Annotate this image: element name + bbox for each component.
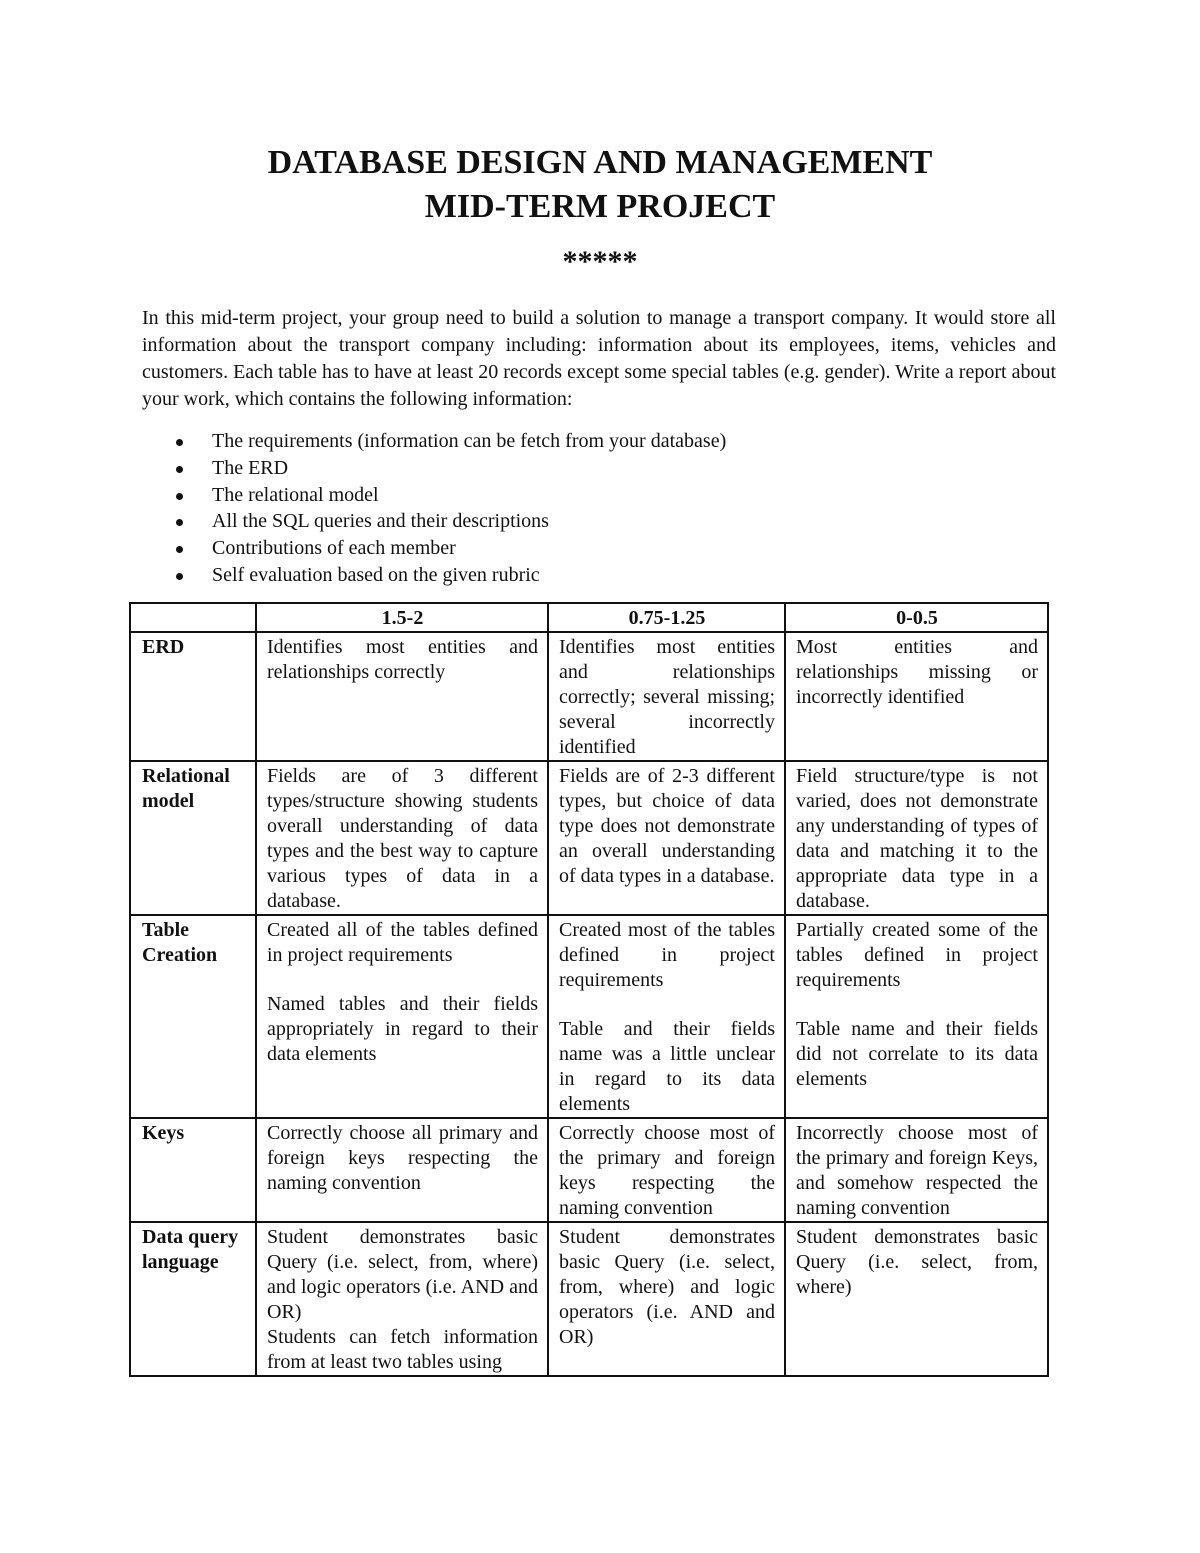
rubric-table (129, 602, 1049, 1377)
score-cell (256, 915, 548, 1118)
intro-paragraph: In this mid-term project, your group need to build a solution to manage a transport company. It would store all information about the transport company including: information about its employees, items, vehicles and customers. Each table has to have at least 20 records except some special tables (e.g. gender). Write a report about your work, which contains the following information: (142, 307, 1056, 410)
bullet-icon (176, 546, 183, 553)
score-cell (548, 1118, 785, 1222)
list-item-text: The relational model (212, 483, 379, 506)
cell-text: Identifies most entities and relationships correctly; several missing; several incorrectly identified (559, 636, 775, 758)
cell-text: Named tables and their fields appropriately in regard to their data elements (267, 993, 538, 1065)
bullet-icon (176, 466, 183, 473)
list-item-text: All the SQL queries and their descriptions (212, 510, 549, 533)
cell-text: Table and their fields name was a little unclear in regard to its data elements (559, 1018, 775, 1115)
score-cell (785, 632, 1048, 761)
cell-text: Field structure/type is not varied, does not demonstrate any understanding of types of data and matching it to the appropriate data type in a database. (796, 765, 1038, 912)
score-cell (256, 761, 548, 915)
score-cell (548, 761, 785, 915)
score-cell (256, 1118, 548, 1222)
separator-stars: ***** (562, 245, 638, 278)
table-header-row (130, 603, 1048, 632)
list-item-text: Contributions of each member (212, 537, 456, 560)
score-cell (785, 761, 1048, 915)
score-cell (548, 915, 785, 1118)
list-item (142, 562, 1042, 589)
list-item-text: The ERD (212, 456, 289, 479)
table-row (130, 761, 1048, 915)
table-row (130, 915, 1048, 1118)
criterion-cell: Table Creation (130, 915, 256, 1118)
table-row (130, 1222, 1048, 1376)
table-row (130, 1118, 1048, 1222)
bullet-icon (176, 439, 183, 446)
list-item (142, 482, 1042, 509)
list-item-text: The requirements (information can be fetch from your database) (212, 430, 727, 452)
score-cell (256, 1222, 548, 1376)
criterion-cell: Keys (130, 1118, 256, 1222)
bullet-icon (176, 519, 183, 526)
cell-text: Partially created some of the tables defined in project requirements (796, 919, 1038, 991)
score-cell (256, 632, 548, 761)
list-item-text: Self evaluation based on the given rubric (212, 563, 540, 586)
bullet-icon (176, 493, 183, 500)
cell-text: Students can fetch information from at least two tables using (267, 1326, 538, 1373)
score-cell (548, 1222, 785, 1376)
list-item (142, 428, 1042, 455)
cell-text: Correctly choose all primary and foreign keys respecting the naming convention (267, 1122, 538, 1194)
bullet-icon (176, 573, 183, 580)
cell-text: Fields are of 2-3 different types, but choice of data type does not demonstrate an overall understanding of data types in a database. (559, 765, 775, 887)
document-title: DATABASE DESIGN AND MANAGEMENT (267, 144, 933, 181)
list-item (142, 535, 1042, 562)
cell-text: Incorrectly choose most of the primary and foreign Keys, and somehow respected the naming convention (796, 1122, 1038, 1219)
score-cell (785, 915, 1048, 1118)
cell-text: Correctly choose most of the primary and foreign keys respecting the naming convention (559, 1122, 775, 1219)
score-cell (548, 632, 785, 761)
criterion-cell: Data query language (130, 1222, 256, 1376)
score-cell (785, 1222, 1048, 1376)
report-contents-list (142, 428, 1042, 589)
cell-text: Created most of the tables defined in project requirements (559, 919, 775, 991)
header-cell-score-low: 0-0.5 (785, 603, 1048, 632)
cell-text: Student demonstrates basic Query (i.e. select, from, where) (796, 1226, 1038, 1298)
document-subtitle: MID-TERM PROJECT (424, 188, 776, 225)
table-row (130, 632, 1048, 761)
cell-text: Fields are of 3 different types/structure showing students overall understanding of data types and the best way to capture various types of data in a database. (267, 765, 538, 912)
list-item (142, 508, 1042, 535)
list-item (142, 455, 1042, 482)
criterion-cell: Relational model (130, 761, 256, 915)
score-cell (785, 1118, 1048, 1222)
cell-text: Student demonstrates basic Query (i.e. select, from, where) and logic operators (i.e. AND and OR) (267, 1226, 538, 1323)
cell-text: Table name and their fields did not correlate to its data elements (796, 1018, 1038, 1090)
cell-text: Most entities and relationships missing or incorrectly identified (796, 636, 1038, 708)
cell-text: Student demonstrates basic Query (i.e. select, from, where) and logic operators (i.e. AND and OR) (559, 1226, 775, 1348)
header-cell-score-high: 1.5-2 (256, 603, 548, 632)
header-cell-criterion (130, 603, 256, 632)
cell-text: Identifies most entities and relationships correctly (267, 636, 538, 683)
header-cell-score-mid: 0.75-1.25 (548, 603, 785, 632)
criterion-cell: ERD (130, 632, 256, 761)
cell-text: Created all of the tables defined in project requirements (267, 919, 538, 966)
